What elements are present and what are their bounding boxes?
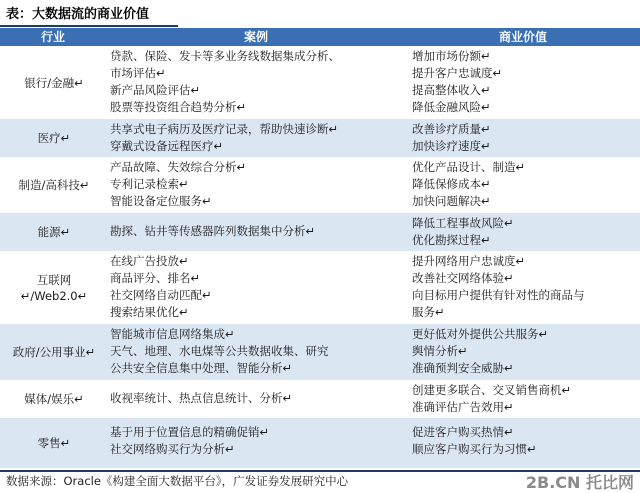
value-line: 改善社交网络体验↵ (412, 271, 514, 285)
value-line: 提升网络用户忠诚度↵ (412, 254, 526, 268)
case-line: 公共安全信息集中处理、智能分析↵ (110, 361, 293, 375)
header-industry: 行业 (40, 30, 65, 44)
industry-cell: 能源↵ (37, 225, 71, 239)
case-cell (110, 121, 400, 155)
case-line: 社交网络自动匹配↵ (110, 288, 212, 302)
value-cell (412, 215, 638, 249)
industry-cell: 银行/金融↵ (24, 75, 84, 90)
value-line: 准确预判安全威胁↵ (412, 361, 514, 375)
case-line: 搜索结果优化↵ (110, 305, 189, 319)
case-line: 专利记录检索↵ (110, 177, 189, 191)
table-row (0, 418, 640, 468)
value-line: 优化勘探过程↵ (412, 233, 491, 247)
value-cell (412, 382, 638, 416)
table-row (0, 46, 640, 119)
case-line: 智能城市信息网络集成↵ (110, 327, 235, 341)
title-underline (0, 25, 178, 27)
case-line: 商品评分、排名↵ (110, 271, 201, 285)
case-cell (110, 390, 400, 407)
watermark: 2B.CN 托比网 (525, 473, 634, 492)
value-line: 更好低对外提供公共服务↵ (412, 327, 549, 341)
value-cell (412, 121, 638, 155)
case-line: 新产品风险评估↵ (110, 83, 201, 97)
source-note: 数据来源：Oracle《构建全面大数据平台》，广发证券发展研究中心 (6, 474, 349, 488)
case-line: 智能设备定位服务↵ (110, 194, 212, 208)
value-line: 加快诊疗速度↵ (412, 139, 491, 153)
value-line: 顺应客户购买行为习惯↵ (412, 442, 537, 456)
table-row (0, 251, 640, 324)
case-cell (110, 48, 400, 116)
value-line: 提高整体收入↵ (412, 83, 491, 97)
value-line: 提升客户忠诚度↵ (412, 66, 503, 80)
case-line: 贷款、保险、发卡等多业务线数据集成分析、 (110, 49, 340, 63)
value-cell (412, 424, 638, 458)
value-line: 降低工程事故风险↵ (412, 216, 514, 230)
value-cell (412, 253, 638, 321)
value-cell (412, 326, 638, 377)
value-line: 优化产品设计、制造↵ (412, 160, 526, 174)
case-line: 穿戴式设备远程医疗↵ (110, 139, 224, 153)
case-line: 收视率统计、热点信息统计、分析↵ (110, 391, 293, 405)
case-line: 产品故障、失效综合分析↵ (110, 160, 247, 174)
case-cell (110, 223, 400, 240)
case-line: 市场评估↵ (110, 66, 166, 80)
case-line: 共享式电子病历及医疗记录，帮助快速诊断↵ (110, 122, 339, 136)
industry-cell: 零售↵ (37, 436, 71, 450)
industry-cell: 媒体/娱乐↵ (24, 392, 84, 406)
industry-cell: 制造/高科技↵ (18, 178, 90, 192)
case-line: 天气、地理、水电煤等公共数据收集、研究 (110, 344, 329, 358)
table-row (0, 213, 640, 251)
business-value-table (0, 28, 640, 472)
value-line: 降低金融风险↵ (412, 100, 491, 114)
case-cell (110, 159, 400, 210)
case-line: 基于用于位置信息的精确促销↵ (110, 425, 270, 439)
value-line: 向目标用户提供有针对性的商品与 (412, 288, 585, 302)
case-cell (110, 253, 400, 321)
value-line: 促进客户购买热情↵ (412, 425, 514, 439)
case-line: 勘探、钻井等传感器阵列数据集中分析↵ (110, 224, 316, 238)
value-cell (412, 159, 638, 210)
case-cell (110, 424, 400, 458)
case-line: 股票等投资组合趋势分析↵ (110, 100, 247, 114)
value-line: 创建更多联合、交叉销售商机↵ (412, 383, 572, 397)
value-line: 准确评估广告效用↵ (412, 400, 514, 414)
table-row (0, 119, 640, 157)
case-line: 社交网络购买行为分析↵ (110, 442, 235, 456)
case-cell (110, 326, 400, 377)
value-line: 改善诊疗质量↵ (412, 122, 491, 136)
value-line: 加快问题解决↵ (412, 194, 491, 208)
table-title: 表：大数据流的商业价值 (6, 7, 150, 22)
table-row (0, 324, 640, 380)
value-line: 服务↵ (412, 305, 445, 319)
industry-cell: 互联网↵/Web2.0↵ (20, 272, 88, 303)
value-line: 舆情分析↵ (412, 344, 468, 358)
value-line: 降低保修成本↵ (412, 177, 491, 191)
header-value: 商业价值 (498, 30, 547, 44)
case-line: 在线广告投放↵ (110, 254, 189, 268)
table-row (0, 157, 640, 213)
value-cell (412, 48, 638, 116)
value-line: 增加市场份额↵ (412, 49, 491, 63)
header-case: 案例 (243, 30, 268, 44)
industry-cell: 政府/公用事业↵ (12, 345, 96, 359)
table-header (0, 28, 640, 46)
industry-cell: 医疗↵ (37, 131, 71, 145)
table-row (0, 380, 640, 418)
